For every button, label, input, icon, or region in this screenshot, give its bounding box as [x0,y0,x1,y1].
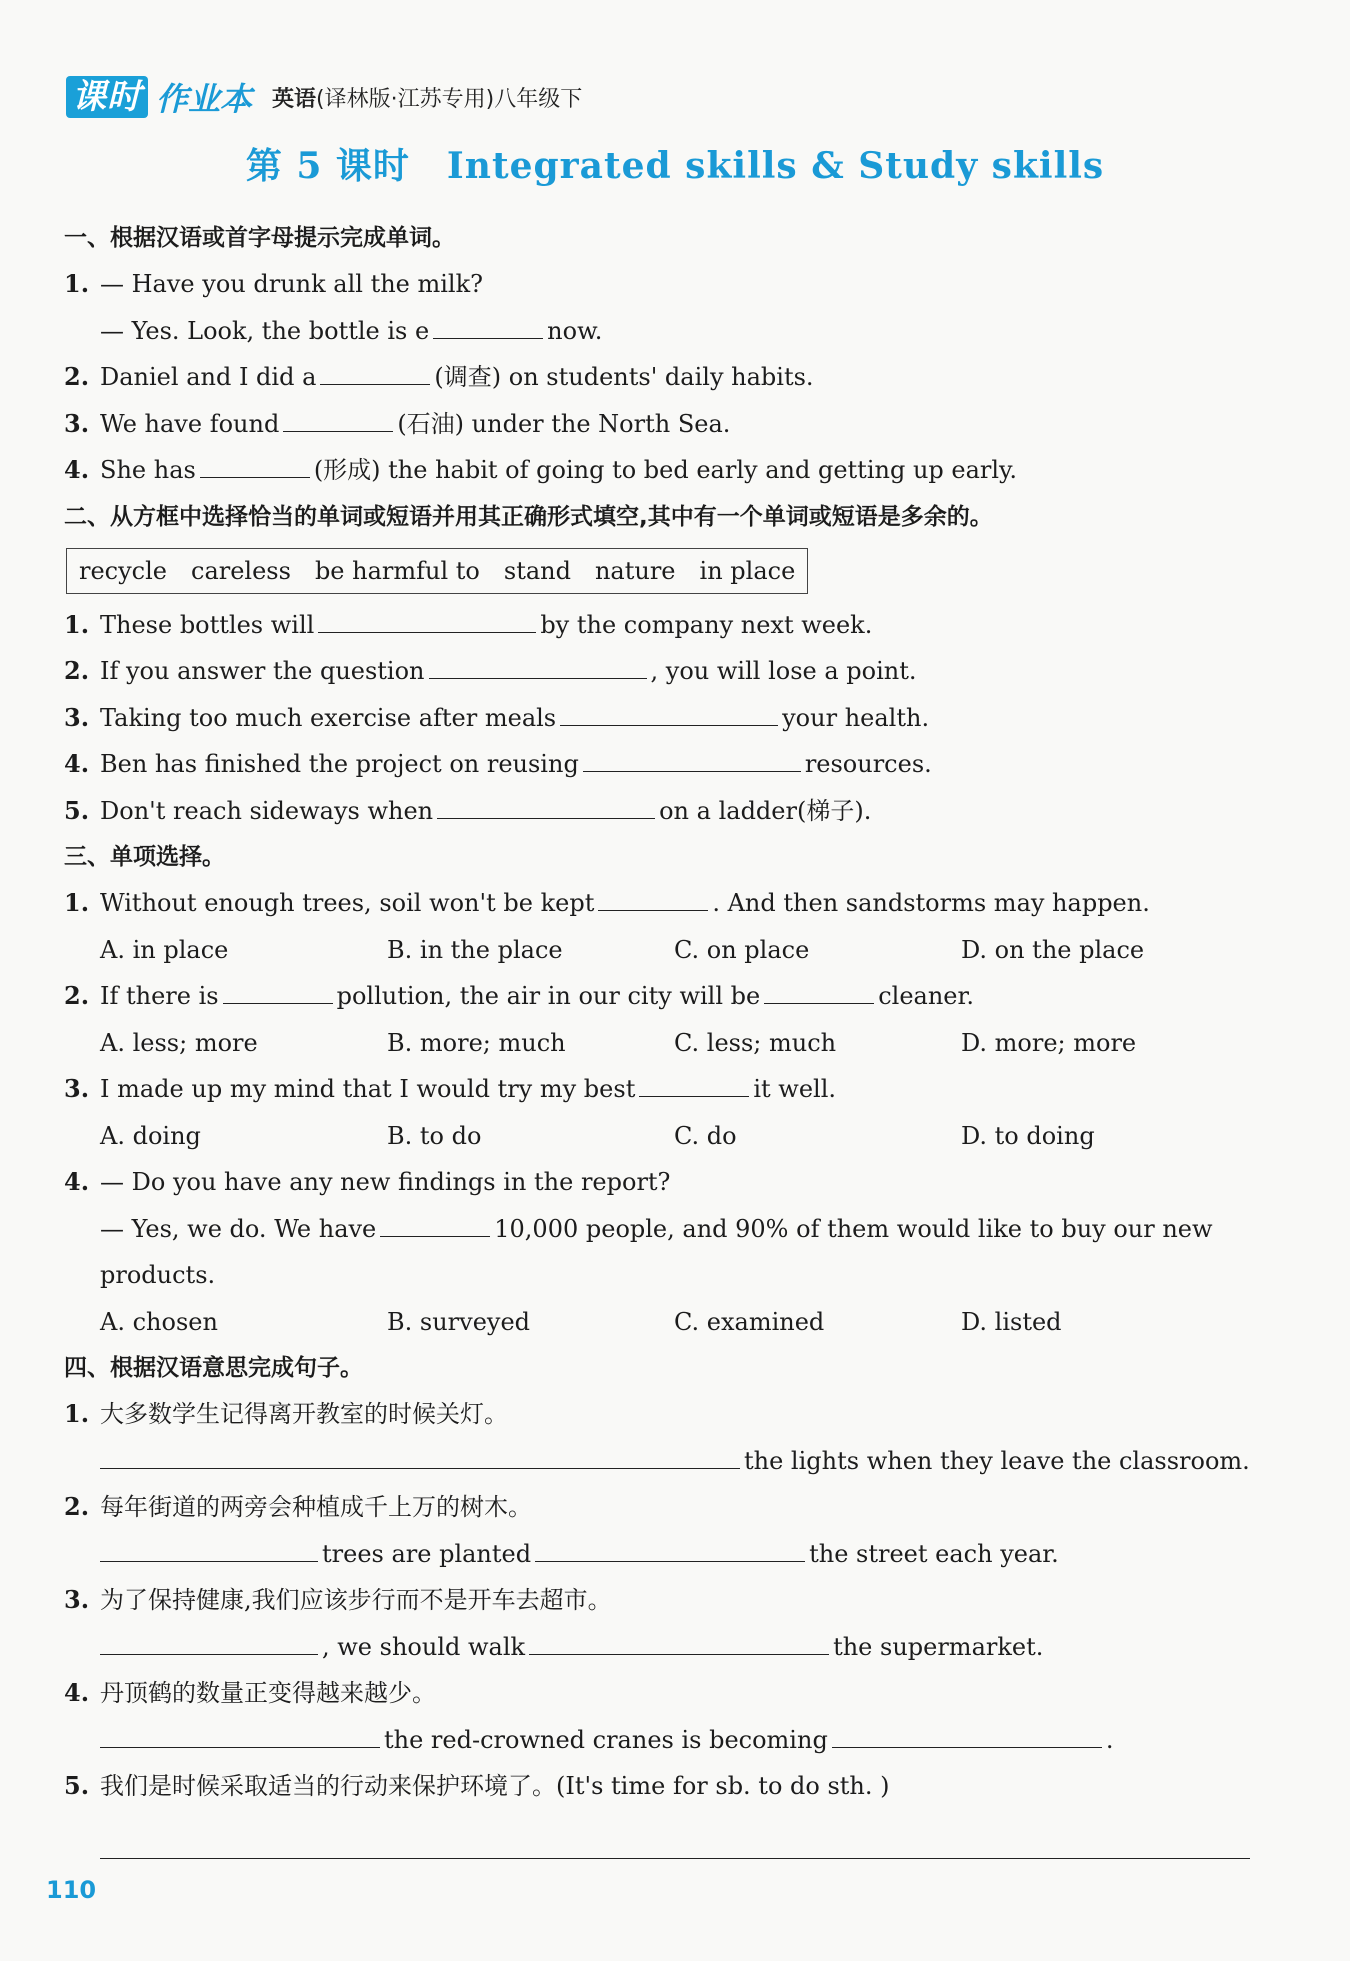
subject-label: 英语(译林版·江苏专用)八年级下 [272,86,583,112]
s2-q4: 4. Ben has finished the project on reusing resources. [64,741,1264,788]
answer-blank[interactable] [433,308,543,339]
answer-blank[interactable] [639,1066,749,1097]
section-2-title: 二、从方框中选择恰当的单词或短语并用其正确形式填空,其中有一个单词或短语是多余的。 [64,503,993,530]
answer-blank[interactable] [583,741,801,772]
answer-blank[interactable] [283,401,393,432]
word-box-item: careless [191,556,291,585]
header [66,74,582,120]
option-b[interactable]: B. to do [387,1121,482,1150]
answer-blank[interactable] [100,1624,318,1655]
answer-blank[interactable] [318,602,536,633]
option-c[interactable]: C. on place [674,935,810,964]
s4-q1-cn: 1. 大多数学生记得离开教室的时候关灯。 [64,1399,508,1428]
answer-blank[interactable] [320,354,430,385]
s4-q3-cn: 3. 为了保持健康,我们应该步行而不是开车去超市。 [64,1585,612,1614]
s3-q3: 3. I made up my mind that I would try my best it well. [64,1066,1264,1113]
answer-blank[interactable] [380,1206,490,1237]
s1-q1a: 1. — Have you drunk all the milk? [64,269,484,298]
s3-q2-options [64,1020,1264,1067]
exercise-content [64,215,1264,1810]
answer-blank[interactable] [100,1438,740,1469]
s1-q1b: — Yes. Look, the bottle is e now. [64,308,1264,355]
s3-q4b: — Yes, we do. We have 10,000 people, and 90% of them would like to buy our new [64,1206,1264,1253]
lesson-title: 第 5 课时 Integrated skills & Study skills [245,145,1105,187]
option-c[interactable]: C. less; much [674,1028,837,1057]
answer-blank[interactable] [437,788,655,819]
s4-q2-cn: 2. 每年街道的两旁会种植成千上万的树木。 [64,1492,532,1521]
option-c[interactable]: C. do [674,1121,737,1150]
s3-q4c: products. [100,1261,216,1289]
option-b[interactable]: B. in the place [387,935,563,964]
s2-q2: 2. If you answer the question , you will lose a point. [64,648,1264,695]
s2-q3: 3. Taking too much exercise after meals your health. [64,695,1264,742]
option-d[interactable]: D. listed [961,1307,1062,1336]
s1-q4: 4. She has (形成) the habit of going to bed early and getting up early. [64,447,1264,494]
answer-blank[interactable] [529,1624,829,1655]
section-4-title: 四、根据汉语意思完成句子。 [64,1355,363,1381]
section-3-title: 三、单项选择。 [64,844,225,870]
word-box [66,548,808,594]
s4-q2-en: trees are planted the street each year. [64,1531,1264,1578]
s1-q2: 2. Daniel and I did a (调查) on students' daily habits. [64,354,1264,401]
s4-q1-en: the lights when they leave the classroom. [64,1438,1264,1485]
option-a[interactable]: A. in place [100,935,229,964]
answer-line[interactable] [100,1858,1250,1859]
answer-blank[interactable] [429,648,647,679]
option-a[interactable]: A. less; more [100,1028,258,1057]
s2-q1: 1. These bottles will by the company next week. [64,602,1264,649]
option-b[interactable]: B. more; much [387,1028,566,1057]
s3-q4a: 4. — Do you have any new findings in the report? [64,1167,671,1196]
word-box-item: nature [594,556,676,585]
word-box-item: stand [503,556,571,585]
s4-q4-en: the red-crowned cranes is becoming . [64,1717,1264,1764]
option-c[interactable]: C. examined [674,1307,825,1336]
word-box-item: recycle [79,556,167,585]
s3-q1: 1. Without enough trees, soil won't be kept . And then sandstorms may happen. [64,880,1264,927]
answer-blank[interactable] [100,1531,318,1562]
option-d[interactable]: D. more; more [961,1028,1137,1057]
answer-blank[interactable] [100,1717,380,1748]
answer-blank[interactable] [200,447,310,478]
word-box-item: in place [699,556,796,585]
logo-text: 作业本 [156,80,253,118]
s1-q3: 3. We have found (石油) under the North Sea. [64,401,1264,448]
s3-q1-options [64,927,1264,974]
s4-q3-en: , we should walk the supermarket. [64,1624,1264,1671]
option-a[interactable]: A. chosen [100,1307,218,1336]
s3-q3-options [64,1113,1264,1160]
answer-blank[interactable] [764,973,874,1004]
word-box-item: be harmful to [314,556,480,585]
section-1-title: 一、根据汉语或首字母提示完成单词。 [64,225,455,251]
page-number: 110 [46,1876,97,1904]
s3-q4-options [64,1299,1264,1346]
option-d[interactable]: D. on the place [961,935,1145,964]
s4-q5-cn: 5. 我们是时候采取适当的行动来保护环境了。(It's time for sb. to do sth. ) [64,1771,890,1800]
s3-q2: 2. If there is pollution, the air in our city will be cleaner. [64,973,1264,1020]
answer-blank[interactable] [223,973,333,1004]
answer-blank[interactable] [535,1531,805,1562]
answer-blank[interactable] [832,1717,1102,1748]
s2-q5: 5. Don't reach sideways when on a ladder(梯子). [64,788,1264,835]
answer-blank[interactable] [598,880,708,911]
option-d[interactable]: D. to doing [961,1121,1095,1150]
logo-box: 课时 [66,76,148,118]
option-a[interactable]: A. doing [100,1121,201,1150]
option-b[interactable]: B. surveyed [387,1307,531,1336]
answer-blank[interactable] [560,695,778,726]
s4-q4-cn: 4. 丹顶鹤的数量正变得越来越少。 [64,1678,436,1707]
